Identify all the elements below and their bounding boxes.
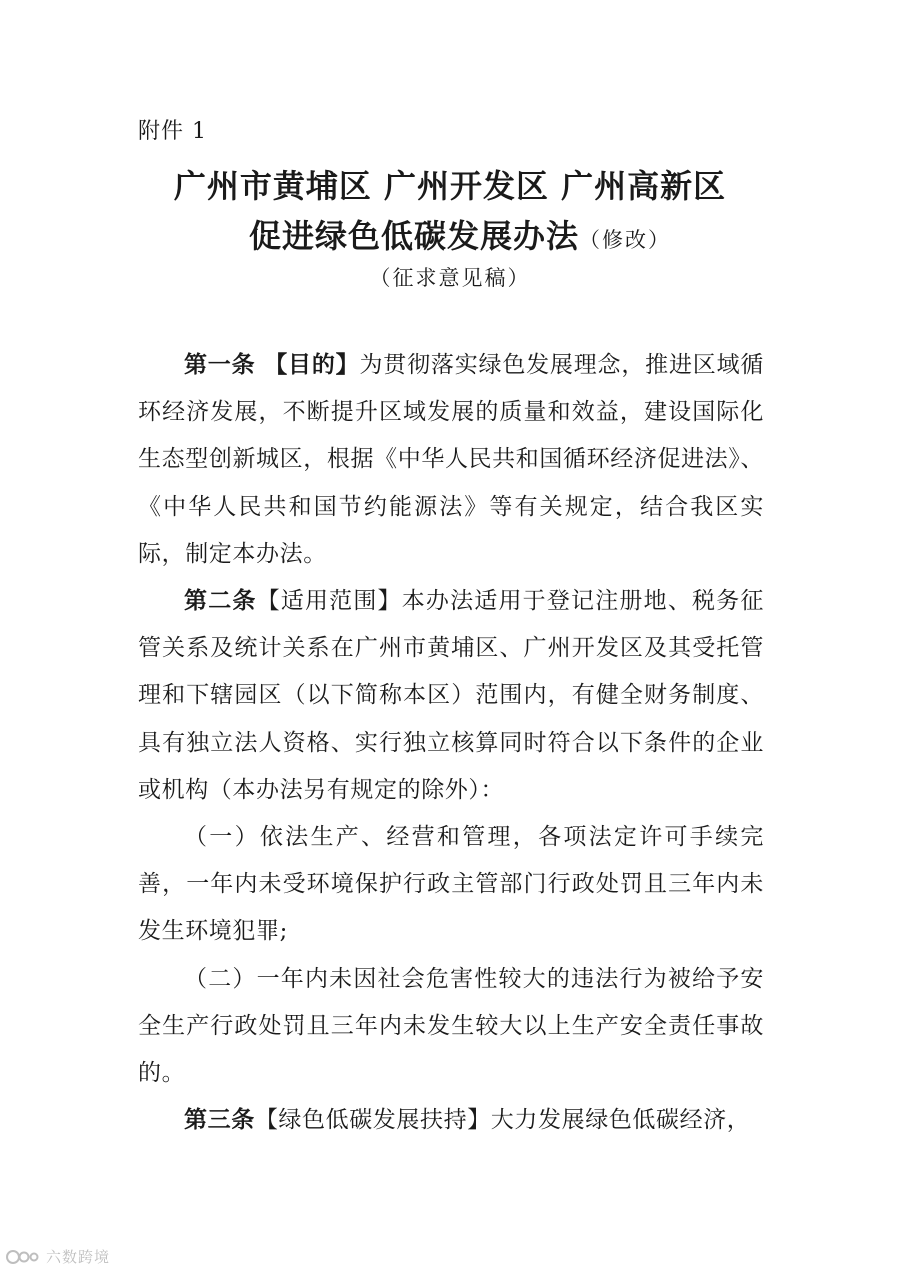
document-body (138, 342, 764, 1144)
article-3-head: 第三条 (184, 1107, 255, 1134)
article-2-item-2 (138, 956, 764, 1098)
article-3 (138, 1097, 764, 1144)
article-2-item-2-text: （二）一年内未因社会危害性较大的违法行为被给予安全生产行政处罚且三年内未发生较大以上生产安全责任事故的。 (138, 965, 764, 1087)
article-3-text: 【绿色低碳发展扶持】大力发展绿色低碳经济， (254, 1107, 751, 1134)
article-1 (138, 342, 764, 578)
document-title-line2 (0, 211, 900, 257)
article-2 (138, 578, 764, 814)
watermark (6, 1246, 110, 1267)
document-title-main: 促进绿色低碳发展办法 (248, 217, 579, 255)
document-title-note: （修改） (579, 228, 671, 252)
article-2-item-1-text: （一）依法生产、经营和管理，各项法定许可手续完善，一年内未受环境保护行政主管部门行政处罚且三年内未发生环境犯罪; (138, 824, 764, 945)
attachment-label: 附件 1 (138, 119, 207, 144)
watermark-text: 六数跨境 (46, 1248, 111, 1266)
article-2-text: 【适用范围】本办法适用于登记注册地、税务征管关系及统计关系在广州市黄埔区、广州开发区及其受托管理和下辖园区（以下简称本区）范围内，有健全财务制度、具有独立法人资格、实行独立核算同时符合以下条件的企业或机构（本办法另有规定的除外）： (138, 588, 764, 803)
brand-logo-icon (6, 1248, 40, 1266)
article-1-head: 第一条 【目的】 (184, 352, 360, 378)
document-title-line1: 广州市黄埔区 广州开发区 广州高新区 (173, 167, 727, 205)
article-2-head: 第二条 (184, 588, 257, 615)
article-1-text: 为贯彻落实绿色发展理念，推进区域循环经济发展，不断提升区域发展的质量和效益，建设国际化生态型创新城区，根据《中华人民共和国循环经济促进法》、《中华人民共和国节约能源法》等有关规定，结合我区实际，制定本办法。 (138, 352, 764, 567)
article-2-item-1 (138, 814, 764, 956)
document-subtitle: （征求意见稿） (369, 266, 531, 290)
